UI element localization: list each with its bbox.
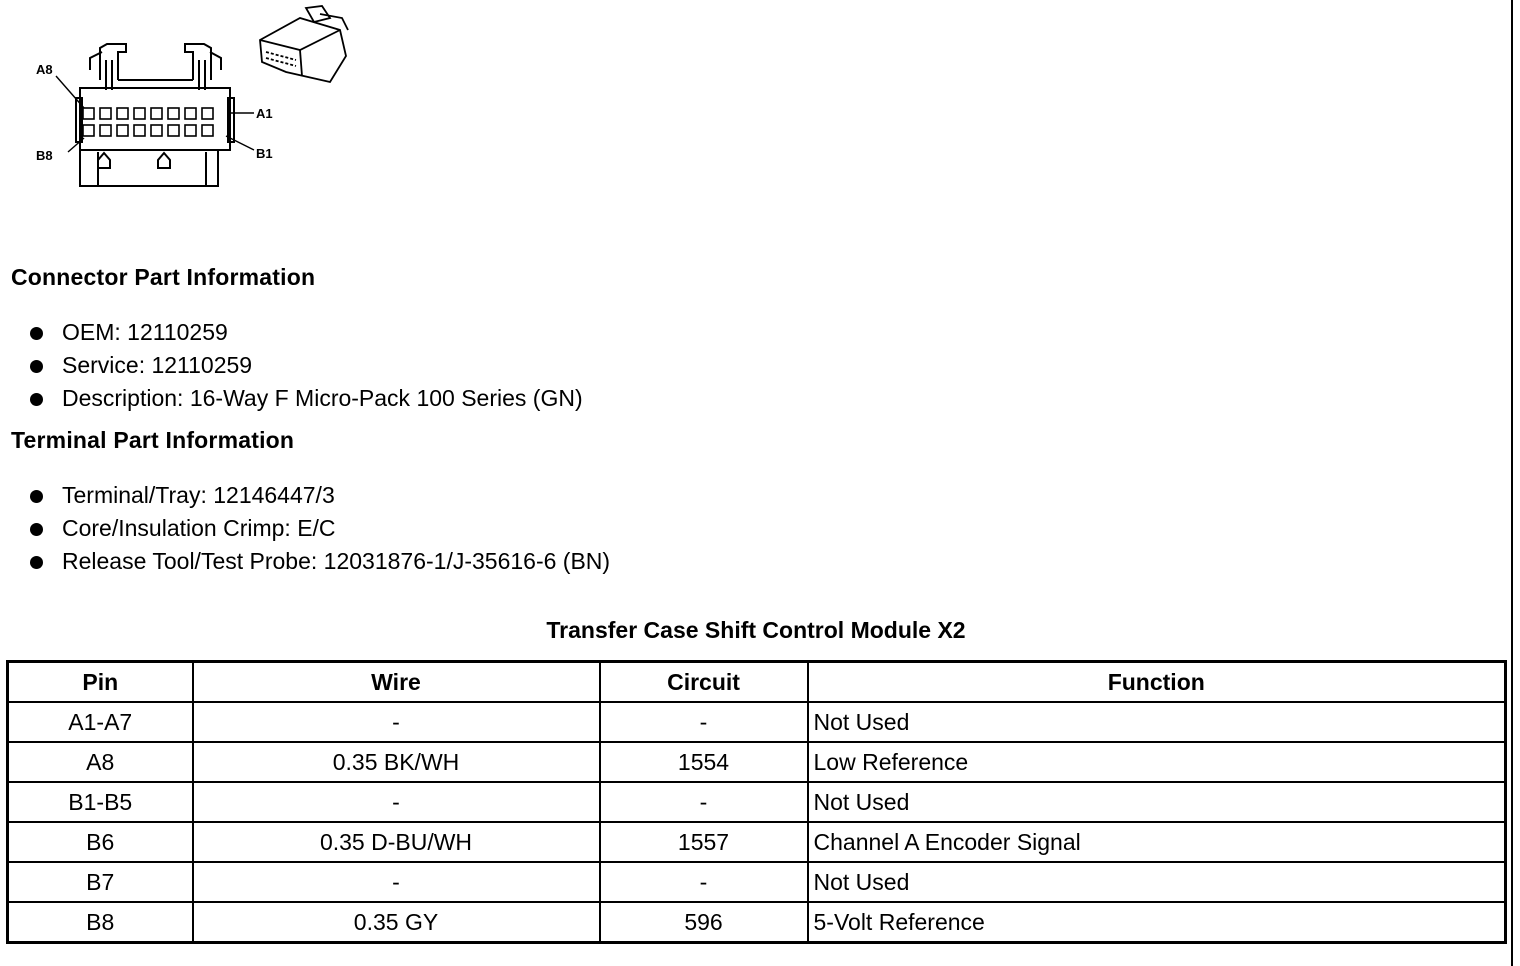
page-right-border	[1511, 0, 1513, 966]
cell-circuit: -	[600, 862, 808, 902]
bullet-icon	[30, 393, 43, 406]
table-row	[8, 862, 1506, 902]
connector-part-info-list	[28, 316, 583, 415]
cell-wire: -	[193, 702, 600, 742]
pin-label-b1: B1	[256, 146, 273, 161]
cell-circuit: -	[600, 782, 808, 822]
cell-pin: A8	[8, 742, 193, 782]
cell-circuit: 1557	[600, 822, 808, 862]
cell-function: Not Used	[808, 702, 1506, 742]
table-row	[8, 742, 1506, 782]
table-header-row	[8, 662, 1506, 703]
pin-label-a8: A8	[36, 62, 53, 77]
list-item: Terminal/Tray: 12146447/3	[28, 479, 610, 512]
cell-pin: B6	[8, 822, 193, 862]
pinout-table-title: Transfer Case Shift Control Module X2	[546, 617, 966, 643]
bullet-icon	[30, 327, 43, 340]
terminal-part-info-list	[28, 479, 610, 578]
cell-wire: -	[193, 862, 600, 902]
connector-part-info-heading: Connector Part Information	[11, 264, 316, 290]
list-item: Description: 16-Way F Micro-Pack 100 Series (GN)	[28, 382, 583, 415]
connector-isometric-view	[260, 6, 348, 82]
table-row	[8, 822, 1506, 862]
cell-function: Not Used	[808, 782, 1506, 822]
cell-wire: 0.35 BK/WH	[193, 742, 600, 782]
list-item: Core/Insulation Crimp: E/C	[28, 512, 610, 545]
table-row	[8, 782, 1506, 822]
header-wire: Wire	[193, 662, 600, 703]
cell-circuit: -	[600, 702, 808, 742]
cell-function: Low Reference	[808, 742, 1506, 782]
list-item: Release Tool/Test Probe: 12031876-1/J-35616-6 (BN)	[28, 545, 610, 578]
cell-pin: B1-B5	[8, 782, 193, 822]
cell-wire: -	[193, 782, 600, 822]
cell-pin: A1-A7	[8, 702, 193, 742]
bullet-icon	[30, 490, 43, 503]
terminal-cavities	[83, 108, 213, 136]
list-item: Service: 12110259	[28, 349, 583, 382]
cell-pin: B7	[8, 862, 193, 902]
header-pin: Pin	[8, 662, 193, 703]
cell-function: Not Used	[808, 862, 1506, 902]
bullet-icon	[30, 360, 43, 373]
list-item: OEM: 12110259	[28, 316, 583, 349]
cell-circuit: 596	[600, 902, 808, 943]
table-row	[8, 902, 1506, 943]
cell-circuit: 1554	[600, 742, 808, 782]
cell-wire: 0.35 D-BU/WH	[193, 822, 600, 862]
terminal-part-info-heading: Terminal Part Information	[11, 427, 295, 453]
table-row	[8, 702, 1506, 742]
cell-function: Channel A Encoder Signal	[808, 822, 1506, 862]
header-function: Function	[808, 662, 1506, 703]
connector-illustration	[30, 0, 360, 200]
pin-label-b8: B8	[36, 148, 53, 163]
cell-wire: 0.35 GY	[193, 902, 600, 943]
cell-function: 5-Volt Reference	[808, 902, 1506, 943]
pin-label-a1: A1	[256, 106, 273, 121]
header-circuit: Circuit	[600, 662, 808, 703]
bullet-icon	[30, 523, 43, 536]
pinout-table	[6, 660, 1507, 944]
bullet-icon	[30, 556, 43, 569]
cell-pin: B8	[8, 902, 193, 943]
